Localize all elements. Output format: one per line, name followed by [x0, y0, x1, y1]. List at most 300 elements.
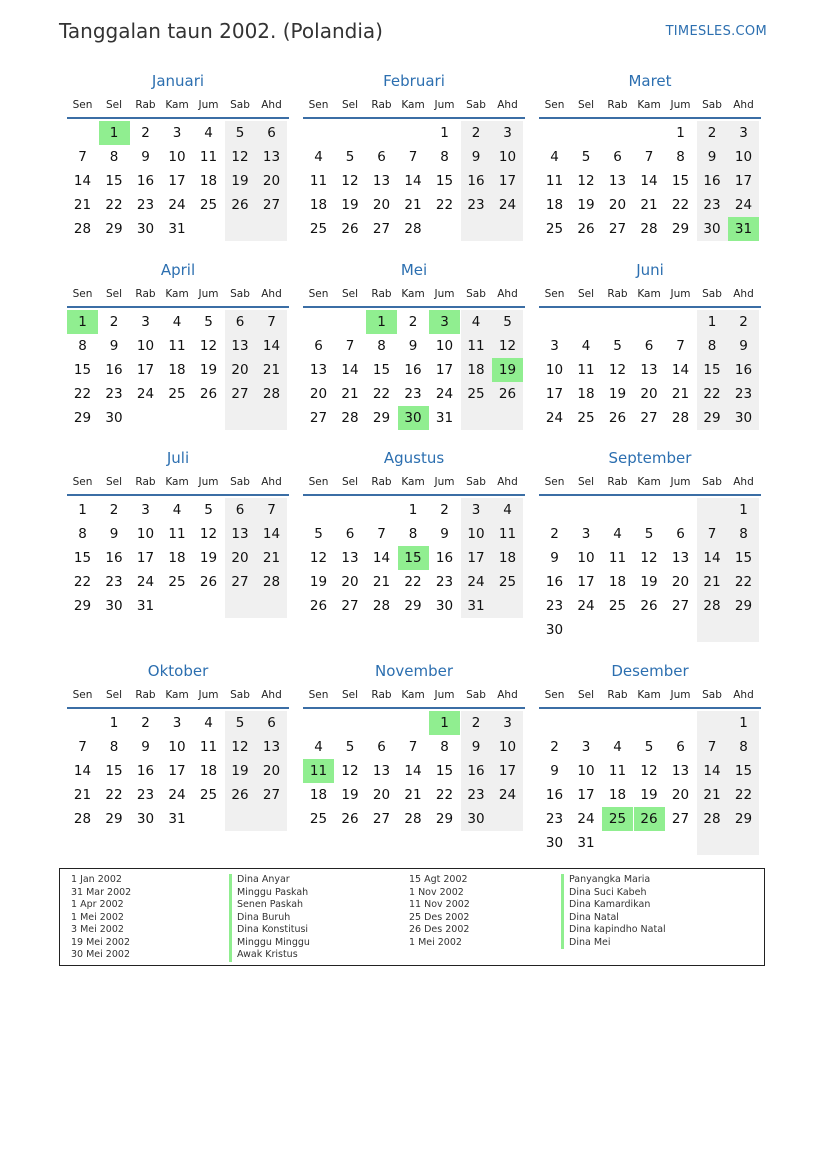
day-cell: 20 [256, 169, 287, 193]
day-cell: 24 [545, 410, 564, 426]
day-cell: 26 [341, 221, 359, 237]
weekday-label: Jum [434, 689, 455, 701]
day-cell: 11 [577, 362, 595, 378]
weekday-label: Jum [670, 476, 691, 488]
day-cell: 27 [256, 783, 287, 807]
day-cell: 25 [577, 410, 595, 426]
day-grid [539, 498, 761, 666]
holiday-day: 25 [602, 807, 633, 831]
day-cell: 16 [697, 169, 728, 193]
weekday-label: Sel [577, 288, 595, 300]
day-cell: 14 [404, 173, 422, 189]
day-cell: 14 [640, 173, 658, 189]
day-cell: 25 [309, 811, 328, 827]
day-cell: 31 [136, 598, 155, 614]
weekend-blank [461, 217, 492, 241]
day-cell: 25 [492, 570, 523, 594]
weekday-header [303, 689, 525, 705]
weekend-blank [225, 406, 256, 430]
day-cell: 28 [640, 221, 658, 237]
day-cell: 5 [225, 121, 256, 145]
weekday-label: Kam [637, 689, 661, 701]
weekend-blank [492, 217, 523, 241]
day-cell: 10 [545, 362, 564, 378]
legend-holiday-name: Dina Anyar [229, 874, 310, 887]
weekday-label: Sab [466, 99, 486, 111]
legend-date: 30 Mei 2002 [71, 949, 130, 960]
day-cell: 20 [671, 574, 690, 590]
weekend-blank [728, 618, 759, 642]
day-cell: 15 [728, 759, 759, 783]
day-cell: 15 [105, 173, 123, 189]
day-cell: 4 [613, 526, 622, 542]
day-cell: 14 [697, 759, 728, 783]
day-cell: 8 [728, 522, 759, 546]
day-cell: 7 [256, 498, 287, 522]
day-cell: 23 [461, 783, 492, 807]
day-grid [303, 711, 525, 879]
day-cell: 5 [314, 526, 323, 542]
day-cell: 19 [199, 550, 218, 566]
day-cell: 3 [581, 739, 591, 755]
day-cell: 24 [435, 386, 454, 402]
weekday-label: Ahd [733, 476, 754, 488]
legend-holiday-name: Senen Paskah [229, 899, 310, 912]
day-cell: 21 [697, 570, 728, 594]
month-name: Mei [400, 261, 428, 279]
weekend-blank [225, 217, 256, 241]
weekday-label: Sab [702, 476, 722, 488]
day-cell: 14 [256, 334, 287, 358]
holiday-day: 3 [429, 310, 460, 334]
day-cell: 8 [440, 149, 449, 165]
day-cell: 11 [608, 550, 627, 566]
day-cell: 15 [372, 362, 391, 378]
day-cell: 19 [341, 197, 359, 213]
weekday-label: Sel [577, 476, 595, 488]
weekday-label: Kam [637, 288, 661, 300]
day-cell: 23 [545, 598, 564, 614]
weekday-label: Ahd [261, 689, 282, 701]
day-cell: 24 [492, 783, 523, 807]
weekday-label: Sen [308, 689, 329, 701]
weekday-label: Jum [434, 476, 455, 488]
holiday-day: 30 [398, 406, 429, 430]
day-cell: 18 [168, 550, 186, 566]
weekday-label: Sab [466, 476, 486, 488]
holiday-day: 26 [634, 807, 665, 831]
day-cell: 4 [314, 149, 323, 165]
day-cell: 28 [341, 410, 359, 426]
day-cell: 6 [377, 739, 386, 755]
day-cell: 17 [168, 763, 186, 779]
day-cell: 21 [404, 787, 422, 803]
day-cell: 4 [613, 739, 622, 755]
day-cell: 3 [492, 121, 523, 145]
day-cell: 14 [671, 362, 690, 378]
day-cell: 10 [136, 526, 155, 542]
day-cell: 7 [697, 522, 728, 546]
day-cell: 18 [199, 173, 218, 189]
day-cell: 12 [341, 173, 359, 189]
day-cell: 11 [199, 149, 218, 165]
day-cell: 24 [492, 193, 523, 217]
weekday-label: Ahd [497, 689, 518, 701]
holiday-day: 1 [429, 711, 460, 735]
day-cell: 8 [109, 149, 119, 165]
day-cell: 9 [461, 145, 492, 169]
weekday-label: Jum [434, 288, 455, 300]
day-cell: 28 [256, 382, 287, 406]
legend-dates-left [71, 874, 131, 962]
day-cell: 22 [372, 386, 391, 402]
header-rule [539, 494, 761, 496]
day-cell: 6 [256, 121, 287, 145]
day-cell: 17 [728, 169, 759, 193]
day-cell: 24 [461, 570, 492, 594]
day-cell: 28 [73, 811, 92, 827]
day-cell: 18 [545, 197, 564, 213]
day-cell: 17 [435, 362, 454, 378]
weekday-header [539, 99, 761, 115]
day-cell: 4 [204, 125, 213, 141]
day-cell: 17 [136, 550, 155, 566]
day-cell: 28 [73, 221, 92, 237]
holiday-day: 1 [67, 310, 98, 334]
weekday-header [539, 476, 761, 492]
weekend-blank [697, 618, 728, 642]
day-cell: 5 [345, 739, 355, 755]
day-cell: 18 [199, 763, 218, 779]
day-cell: 2 [697, 121, 728, 145]
day-cell: 8 [440, 739, 449, 755]
day-cell: 22 [435, 787, 454, 803]
day-cell: 4 [461, 310, 492, 334]
weekend-blank [225, 807, 256, 831]
day-cell: 13 [372, 763, 391, 779]
day-cell: 8 [78, 526, 87, 542]
day-cell: 25 [461, 382, 492, 406]
weekday-label: Rab [135, 476, 156, 488]
day-cell: 4 [172, 314, 182, 330]
day-cell: 1 [78, 502, 87, 518]
weekday-label: Sen [544, 99, 565, 111]
legend-holiday-name: Dina Buruh [229, 912, 310, 925]
day-cell: 13 [256, 735, 287, 759]
day-cell: 21 [73, 197, 92, 213]
day-cell: 25 [199, 787, 218, 803]
brand-link[interactable]: TIMESLES.COM [665, 24, 767, 39]
day-cell: 1 [440, 125, 449, 141]
day-cell: 3 [728, 121, 759, 145]
day-cell: 18 [577, 386, 595, 402]
day-cell: 19 [608, 386, 627, 402]
month-name: Agustus [383, 449, 445, 467]
day-cell: 24 [577, 598, 595, 614]
day-cell: 9 [141, 149, 150, 165]
day-cell: 19 [640, 574, 658, 590]
weekend-blank [728, 831, 759, 855]
legend-date: 1 Jan 2002 [71, 874, 122, 885]
day-cell: 12 [225, 145, 256, 169]
day-cell: 8 [109, 739, 119, 755]
day-cell: 9 [550, 763, 559, 779]
weekday-label: Sel [105, 288, 123, 300]
day-cell: 28 [697, 807, 728, 831]
day-cell: 12 [199, 526, 218, 542]
day-cell: 13 [256, 145, 287, 169]
day-cell: 16 [136, 173, 155, 189]
day-cell: 29 [671, 221, 690, 237]
day-cell: 4 [204, 715, 213, 731]
day-cell: 16 [105, 550, 123, 566]
legend-date: 3 Mei 2002 [71, 924, 124, 935]
day-cell: 1 [697, 310, 728, 334]
day-cell: 18 [309, 787, 328, 803]
holiday-day: 1 [366, 310, 397, 334]
month-name: Juni [636, 261, 664, 279]
weekday-label: Rab [607, 689, 628, 701]
day-cell: 27 [309, 410, 328, 426]
month-name: Februari [383, 72, 445, 90]
day-cell: 12 [199, 338, 218, 354]
day-cell: 13 [309, 362, 328, 378]
day-cell: 23 [728, 382, 759, 406]
day-cell: 21 [341, 386, 359, 402]
day-cell: 16 [728, 358, 759, 382]
weekday-header [539, 689, 761, 705]
weekday-label: Rab [371, 476, 392, 488]
day-cell: 27 [225, 382, 256, 406]
legend-holiday-name: Dina Konstitusi [229, 924, 310, 937]
day-cell: 6 [314, 338, 323, 354]
weekday-label: Kam [165, 288, 189, 300]
legend-date: 11 Nov 2002 [409, 899, 470, 910]
weekend-blank [256, 594, 287, 618]
day-cell: 7 [78, 149, 87, 165]
day-cell: 27 [640, 410, 658, 426]
day-cell: 2 [440, 502, 449, 518]
day-cell: 23 [105, 574, 123, 590]
day-cell: 17 [461, 546, 492, 570]
weekday-label: Sen [72, 476, 93, 488]
day-cell: 28 [671, 410, 690, 426]
day-cell: 30 [461, 807, 492, 831]
weekday-label: Rab [607, 476, 628, 488]
weekday-label: Sel [105, 99, 123, 111]
legend-holiday-name: Dina Suci Kabeh [561, 887, 666, 900]
day-cell: 24 [136, 574, 155, 590]
day-cell: 6 [377, 149, 386, 165]
weekend-blank [492, 406, 523, 430]
day-cell: 27 [372, 221, 391, 237]
header-rule [67, 117, 289, 119]
day-cell: 29 [73, 598, 92, 614]
legend-names-left [229, 874, 310, 962]
day-cell: 11 [492, 522, 523, 546]
day-cell: 26 [492, 382, 523, 406]
weekday-header [67, 288, 289, 304]
day-cell: 26 [199, 574, 218, 590]
day-cell: 2 [109, 314, 119, 330]
day-cell: 2 [408, 314, 418, 330]
holiday-day: 31 [728, 217, 759, 241]
header-rule [67, 306, 289, 308]
legend-names-right [561, 874, 666, 949]
day-cell: 20 [671, 787, 690, 803]
day-cell: 12 [309, 550, 328, 566]
weekday-label: Sen [308, 288, 329, 300]
day-cell: 22 [671, 197, 690, 213]
month-name: Januari [151, 72, 205, 90]
day-cell: 15 [435, 763, 454, 779]
day-cell: 2 [550, 526, 559, 542]
day-cell: 19 [225, 169, 256, 193]
legend-date: 1 Mei 2002 [409, 936, 462, 948]
day-cell: 16 [105, 362, 123, 378]
day-cell: 16 [461, 759, 492, 783]
day-cell: 5 [492, 310, 523, 334]
day-cell: 30 [136, 221, 155, 237]
day-cell: 2 [141, 715, 150, 731]
day-cell: 27 [608, 221, 627, 237]
weekday-label: Sab [466, 288, 486, 300]
day-cell: 13 [225, 334, 256, 358]
day-cell: 21 [697, 783, 728, 807]
weekday-label: Jum [198, 99, 219, 111]
day-cell: 18 [608, 574, 627, 590]
day-cell: 9 [728, 334, 759, 358]
day-cell: 6 [676, 526, 685, 542]
weekday-label: Rab [135, 689, 156, 701]
day-cell: 27 [341, 598, 359, 614]
day-cell: 25 [199, 197, 218, 213]
day-cell: 28 [256, 570, 287, 594]
day-cell: 3 [461, 498, 492, 522]
day-cell: 20 [256, 759, 287, 783]
weekday-header [67, 99, 289, 115]
day-cell: 10 [492, 735, 523, 759]
day-cell: 22 [105, 787, 123, 803]
day-cell: 20 [372, 197, 391, 213]
day-cell: 29 [105, 811, 123, 827]
weekday-label: Sen [544, 689, 565, 701]
day-cell: 7 [408, 149, 418, 165]
day-cell: 4 [314, 739, 323, 755]
day-cell: 14 [697, 546, 728, 570]
day-cell: 17 [577, 574, 595, 590]
day-cell: 25 [168, 386, 186, 402]
legend-holiday-name: Panyangka Maria [561, 874, 666, 887]
weekday-header [303, 99, 525, 115]
weekday-label: Ahd [733, 689, 754, 701]
day-cell: 8 [676, 149, 685, 165]
day-cell: 22 [697, 382, 728, 406]
day-cell: 27 [671, 811, 690, 827]
day-cell: 10 [136, 338, 155, 354]
day-cell: 3 [172, 715, 182, 731]
day-cell: 18 [608, 787, 627, 803]
day-cell: 27 [671, 598, 690, 614]
day-cell: 12 [577, 173, 595, 189]
day-cell: 9 [550, 550, 559, 566]
day-cell: 7 [697, 735, 728, 759]
day-cell: 27 [225, 570, 256, 594]
day-cell: 15 [105, 763, 123, 779]
day-cell: 12 [341, 763, 359, 779]
weekday-label: Rab [135, 288, 156, 300]
header-rule [303, 707, 525, 709]
day-cell: 20 [372, 787, 391, 803]
weekday-label: Sen [544, 288, 565, 300]
day-cell: 10 [577, 550, 595, 566]
day-cell: 4 [550, 149, 559, 165]
day-cell: 9 [461, 735, 492, 759]
header-rule [539, 306, 761, 308]
day-cell: 15 [697, 358, 728, 382]
weekday-header [303, 288, 525, 304]
day-cell: 29 [697, 406, 728, 430]
month-name: Maret [628, 72, 672, 90]
legend-holiday-name: Dina Natal [561, 912, 666, 925]
day-cell: 25 [168, 574, 186, 590]
day-cell: 11 [608, 763, 627, 779]
day-cell: 21 [404, 197, 422, 213]
day-cell: 13 [671, 763, 690, 779]
day-cell: 15 [73, 362, 92, 378]
day-cell: 23 [136, 197, 155, 213]
weekday-label: Sen [308, 99, 329, 111]
weekend-blank [461, 406, 492, 430]
day-grid [67, 498, 289, 666]
day-cell: 11 [168, 338, 186, 354]
weekday-label: Rab [607, 99, 628, 111]
day-cell: 29 [372, 410, 391, 426]
day-cell: 2 [461, 711, 492, 735]
day-cell: 7 [377, 526, 386, 542]
day-cell: 3 [172, 125, 182, 141]
day-cell: 24 [577, 811, 595, 827]
weekday-label: Sel [105, 689, 123, 701]
day-cell: 10 [728, 145, 759, 169]
header-rule [303, 306, 525, 308]
day-cell: 4 [492, 498, 523, 522]
day-cell: 30 [728, 406, 759, 430]
weekend-blank [225, 594, 256, 618]
header-rule [539, 707, 761, 709]
weekend-blank [256, 217, 287, 241]
day-cell: 5 [225, 711, 256, 735]
day-cell: 17 [136, 362, 155, 378]
day-cell: 7 [644, 149, 654, 165]
weekday-label: Sen [72, 288, 93, 300]
day-grid [539, 711, 761, 879]
day-cell: 30 [697, 217, 728, 241]
day-cell: 18 [492, 546, 523, 570]
day-cell: 6 [345, 526, 355, 542]
weekday-label: Kam [637, 476, 661, 488]
weekday-label: Sel [341, 476, 359, 488]
weekday-label: Jum [198, 689, 219, 701]
month-name: Juli [166, 449, 190, 467]
day-cell: 6 [613, 149, 622, 165]
day-cell: 16 [545, 574, 564, 590]
holiday-day: 1 [99, 121, 130, 145]
day-cell: 13 [640, 362, 658, 378]
legend-holiday-name: Dina kapindho Natal [561, 924, 666, 937]
day-cell: 29 [728, 807, 759, 831]
weekend-blank [492, 807, 523, 831]
